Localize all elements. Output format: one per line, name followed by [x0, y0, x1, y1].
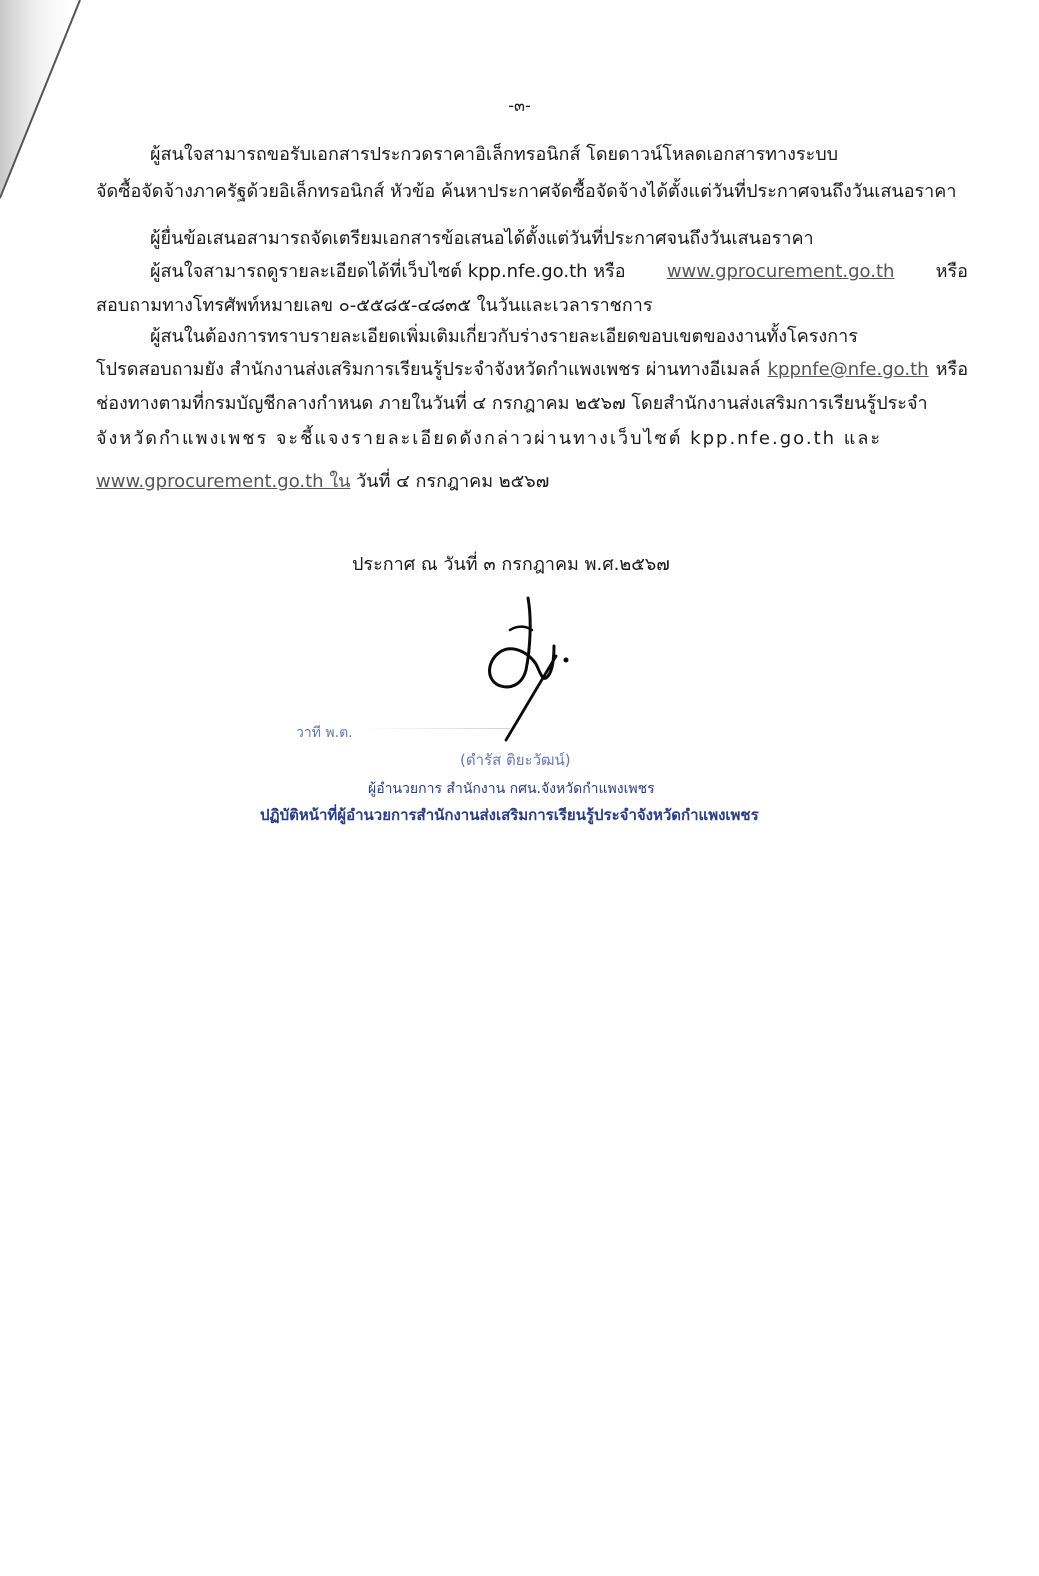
paragraph-1-line-1: ผู้สนใจสามารถขอรับเอกสารประกวดราคาอิเล็กทรอนิกส์ โดยดาวน์โหลดเอกสารทางระบบ	[150, 144, 839, 165]
paragraph-3-text-a: ผู้สนใจสามารถดูรายละเอียดได้ที่เว็บไซต์ kpp.nfe.go.th หรือ	[150, 261, 626, 282]
margin-note: วาที พ.ต.	[296, 725, 353, 741]
paragraph-4-line-2	[96, 358, 968, 382]
paragraph-4-line-5	[96, 470, 549, 494]
paragraph-4-line-4: จังหวัดกำแพงเพชร จะชี้แจงรายละเอียดดังกล่าวผ่านทางเว็บไซต์ kpp.nfe.go.th และ	[96, 428, 883, 449]
signer-title-2: ปฏิบัติหน้าที่ผู้อำนวยการสำนักงานส่งเสริมการเรียนรู้ประจำจังหวัดกำแพงเพชร	[260, 806, 759, 824]
paragraph-4-line-1: ผู้สนในต้องการทราบรายละเอียดเพิ่มเติมเกี่ยวกับร่างรายละเอียดขอบเขตของงานทั้งโครงการ	[150, 326, 858, 347]
paragraph-4-text-a: โปรดสอบถามยัง สำนักงานส่งเสริมการเรียนรู้ประจำจังหวัดกำแพงเพชร ผ่านทางอีเมลล์	[96, 359, 761, 380]
announcement-date: ประกาศ ณ วันที่ ๓ กรกฎาคม พ.ศ.๒๕๖๗	[352, 554, 670, 575]
paragraph-4-line-3: ช่องทางตามที่กรมบัญชีกลางกำหนด ภายในวันที่ ๔ กรกฎาคม ๒๕๖๗ โดยสำนักงานส่งเสริมการเรียนรู้ประจำ	[96, 393, 928, 414]
signature-image	[470, 590, 610, 750]
paragraph-3-text-b: หรือ	[935, 261, 968, 282]
paragraph-4-text-b: หรือ	[935, 359, 968, 380]
paragraph-3-line-2: สอบถามทางโทรศัพท์หมายเลข ๐-๕๕๘๕-๔๘๓๕ ในวันและเวลาราชการ	[96, 295, 653, 316]
email-link[interactable]: kppnfe@nfe.go.th	[767, 359, 929, 380]
gprocurement-link-2[interactable]: www.gprocurement.go.th ใน	[96, 471, 351, 492]
paragraph-1-line-2: จัดซื้อจัดจ้างภาครัฐด้วยอิเล็กทรอนิกส์ หัวข้อ ค้นหาประกาศจัดซื้อจัดจ้างได้ตั้งแต่วันที่ประกาศจนถึงวันเสนอราคา	[96, 181, 957, 202]
paragraph-3-line-1	[150, 260, 968, 284]
paragraph-4-text-date: วันที่ ๔ กรกฎาคม ๒๕๖๗	[356, 471, 550, 492]
gprocurement-link[interactable]: www.gprocurement.go.th	[666, 261, 895, 282]
signature-underline	[360, 728, 510, 729]
signer-name: (ดำรัส ติยะวัฒน์)	[460, 751, 571, 769]
paragraph-2-line-1: ผู้ยื่นข้อเสนอสามารถจัดเตรียมเอกสารข้อเสนอได้ตั้งแต่วันที่ประกาศจนถึงวันเสนอราคา	[150, 228, 814, 249]
signer-title-1: ผู้อำนวยการ สำนักงาน กศน.จังหวัดกำแพงเพชร	[368, 781, 655, 797]
page-number: -๓-	[508, 96, 531, 115]
